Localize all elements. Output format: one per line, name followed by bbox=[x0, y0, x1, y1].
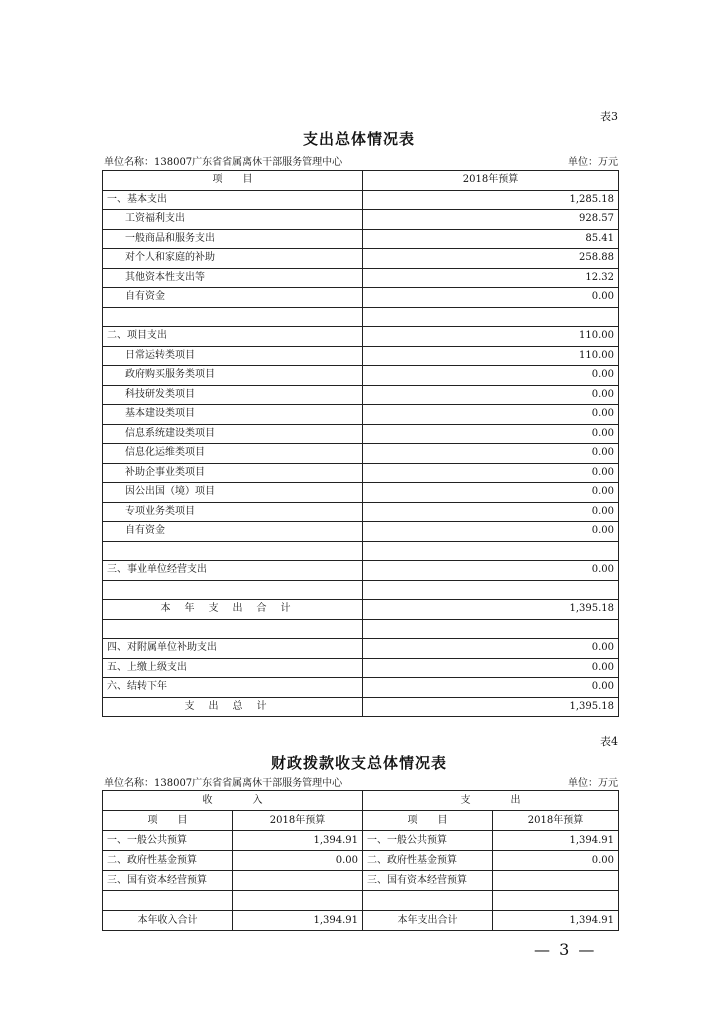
table-row bbox=[103, 366, 619, 386]
row-value: 0.00 bbox=[363, 639, 619, 659]
table2-title: 财政拨款收支总体情况表 bbox=[270, 754, 447, 772]
table-row bbox=[103, 561, 619, 581]
row-value: 0.00 bbox=[363, 385, 619, 405]
row-value: 110.00 bbox=[363, 346, 619, 366]
row-item: 二、项目支出 bbox=[103, 327, 363, 347]
cell-in-item: 本年收入合计 bbox=[103, 911, 233, 931]
sub-budget-income: 2018年预算 bbox=[233, 811, 363, 831]
table2-unit: 单位：万元 bbox=[568, 778, 618, 789]
expenditure-table bbox=[102, 170, 619, 717]
row-item: 工资福利支出 bbox=[103, 210, 363, 230]
table-row bbox=[103, 502, 619, 522]
row-item: 对个人和家庭的补助 bbox=[103, 249, 363, 269]
table-row bbox=[103, 541, 619, 561]
row-value bbox=[363, 580, 619, 600]
header-budget: 2018年预算 bbox=[363, 171, 619, 191]
cell-out-item: 二、政府性基金预算 bbox=[363, 851, 493, 871]
table-row bbox=[103, 851, 619, 871]
table-row bbox=[103, 871, 619, 891]
row-value bbox=[363, 307, 619, 327]
cell-in-value: 1,394.91 bbox=[233, 831, 363, 851]
table-row bbox=[103, 385, 619, 405]
header-expense: 支 出 bbox=[363, 791, 619, 811]
table-row bbox=[103, 600, 619, 620]
cell-out-value bbox=[493, 891, 619, 911]
table-header-row bbox=[103, 791, 619, 811]
cell-out-value: 0.00 bbox=[493, 851, 619, 871]
cell-in-item bbox=[103, 891, 233, 911]
row-value: 0.00 bbox=[363, 678, 619, 698]
row-item: 四、对附属单位补助支出 bbox=[103, 639, 363, 659]
row-item bbox=[103, 541, 363, 561]
cell-in-item: 一、一般公共预算 bbox=[103, 831, 233, 851]
table-row bbox=[103, 678, 619, 698]
row-value: 0.00 bbox=[363, 522, 619, 542]
row-value: 0.00 bbox=[363, 405, 619, 425]
cell-in-value bbox=[233, 871, 363, 891]
table1-label: 表3 bbox=[600, 110, 618, 123]
table-row bbox=[103, 463, 619, 483]
table-row bbox=[103, 229, 619, 249]
page-number: — 3 — bbox=[534, 940, 597, 959]
table-row bbox=[103, 697, 619, 717]
cell-in-value bbox=[233, 891, 363, 911]
row-item: 其他资本性支出等 bbox=[103, 268, 363, 288]
row-item: 支出总计 bbox=[103, 697, 363, 717]
row-item: 自有资金 bbox=[103, 288, 363, 308]
row-item: 基本建设类项目 bbox=[103, 405, 363, 425]
table-row bbox=[103, 619, 619, 639]
table-row bbox=[103, 405, 619, 425]
sub-budget-expense: 2018年预算 bbox=[493, 811, 619, 831]
row-item: 日常运转类项目 bbox=[103, 346, 363, 366]
table-row bbox=[103, 444, 619, 464]
table-row bbox=[103, 424, 619, 444]
row-item: 专项业务类项目 bbox=[103, 502, 363, 522]
header-item: 项 目 bbox=[103, 171, 363, 191]
table-row bbox=[103, 658, 619, 678]
row-item: 科技研发类项目 bbox=[103, 385, 363, 405]
row-item: 本年支出合计 bbox=[103, 600, 363, 620]
row-value: 258.88 bbox=[363, 249, 619, 269]
table-row bbox=[103, 831, 619, 851]
row-value: 1,285.18 bbox=[363, 190, 619, 210]
table2-unit-name: 单位名称：138007广东省省属离休干部服务管理中心 bbox=[104, 778, 343, 789]
table-row bbox=[103, 288, 619, 308]
table-row bbox=[103, 483, 619, 503]
row-value: 928.57 bbox=[363, 210, 619, 230]
row-item: 六、结转下年 bbox=[103, 678, 363, 698]
row-item bbox=[103, 580, 363, 600]
cell-in-value: 1,394.91 bbox=[233, 911, 363, 931]
sub-item-expense: 项 目 bbox=[363, 811, 493, 831]
cell-out-item: 本年支出合计 bbox=[363, 911, 493, 931]
table-row bbox=[103, 891, 619, 911]
cell-out-item: 三、国有资本经营预算 bbox=[363, 871, 493, 891]
row-value: 0.00 bbox=[363, 658, 619, 678]
header-income: 收 入 bbox=[103, 791, 363, 811]
row-item: 一、基本支出 bbox=[103, 190, 363, 210]
table1-unit: 单位：万元 bbox=[568, 157, 618, 168]
cell-out-value: 1,394.91 bbox=[493, 911, 619, 931]
table-subheader-row bbox=[103, 811, 619, 831]
row-item: 三、事业单位经营支出 bbox=[103, 561, 363, 581]
row-value: 0.00 bbox=[363, 502, 619, 522]
row-value bbox=[363, 619, 619, 639]
table-header-row bbox=[103, 171, 619, 191]
row-item: 因公出国（境）项目 bbox=[103, 483, 363, 503]
table-row bbox=[103, 190, 619, 210]
row-value: 0.00 bbox=[363, 463, 619, 483]
table2-label: 表4 bbox=[600, 735, 618, 748]
row-item: 补助企事业类项目 bbox=[103, 463, 363, 483]
row-value: 12.32 bbox=[363, 268, 619, 288]
row-value bbox=[363, 541, 619, 561]
table-row bbox=[103, 327, 619, 347]
cell-in-item: 二、政府性基金预算 bbox=[103, 851, 233, 871]
row-item: 政府购买服务类项目 bbox=[103, 366, 363, 386]
table-row bbox=[103, 210, 619, 230]
row-item: 自有资金 bbox=[103, 522, 363, 542]
row-value: 1,395.18 bbox=[363, 697, 619, 717]
row-item: 五、上缴上级支出 bbox=[103, 658, 363, 678]
table1-title: 支出总体情况表 bbox=[302, 130, 415, 148]
table-row bbox=[103, 580, 619, 600]
row-value: 110.00 bbox=[363, 327, 619, 347]
row-value: 0.00 bbox=[363, 366, 619, 386]
sub-item-income: 项 目 bbox=[103, 811, 233, 831]
table1-unit-name: 单位名称：138007广东省省属离休干部服务管理中心 bbox=[104, 157, 343, 168]
row-value: 0.00 bbox=[363, 444, 619, 464]
row-value: 85.41 bbox=[363, 229, 619, 249]
table-row bbox=[103, 307, 619, 327]
cell-out-item: 一、一般公共预算 bbox=[363, 831, 493, 851]
table-row bbox=[103, 522, 619, 542]
cell-in-item: 三、国有资本经营预算 bbox=[103, 871, 233, 891]
row-value: 1,395.18 bbox=[363, 600, 619, 620]
row-item bbox=[103, 307, 363, 327]
row-value: 0.00 bbox=[363, 561, 619, 581]
cell-out-item bbox=[363, 891, 493, 911]
row-item: 一般商品和服务支出 bbox=[103, 229, 363, 249]
table-row bbox=[103, 911, 619, 931]
row-item bbox=[103, 619, 363, 639]
table-row bbox=[103, 639, 619, 659]
cell-in-value: 0.00 bbox=[233, 851, 363, 871]
table-row bbox=[103, 346, 619, 366]
row-item: 信息化运维类项目 bbox=[103, 444, 363, 464]
table-row bbox=[103, 249, 619, 269]
row-value: 0.00 bbox=[363, 483, 619, 503]
row-value: 0.00 bbox=[363, 424, 619, 444]
cell-out-value: 1,394.91 bbox=[493, 831, 619, 851]
table-row bbox=[103, 268, 619, 288]
row-value: 0.00 bbox=[363, 288, 619, 308]
row-item: 信息系统建设类项目 bbox=[103, 424, 363, 444]
cell-out-value bbox=[493, 871, 619, 891]
fiscal-table bbox=[102, 790, 619, 931]
